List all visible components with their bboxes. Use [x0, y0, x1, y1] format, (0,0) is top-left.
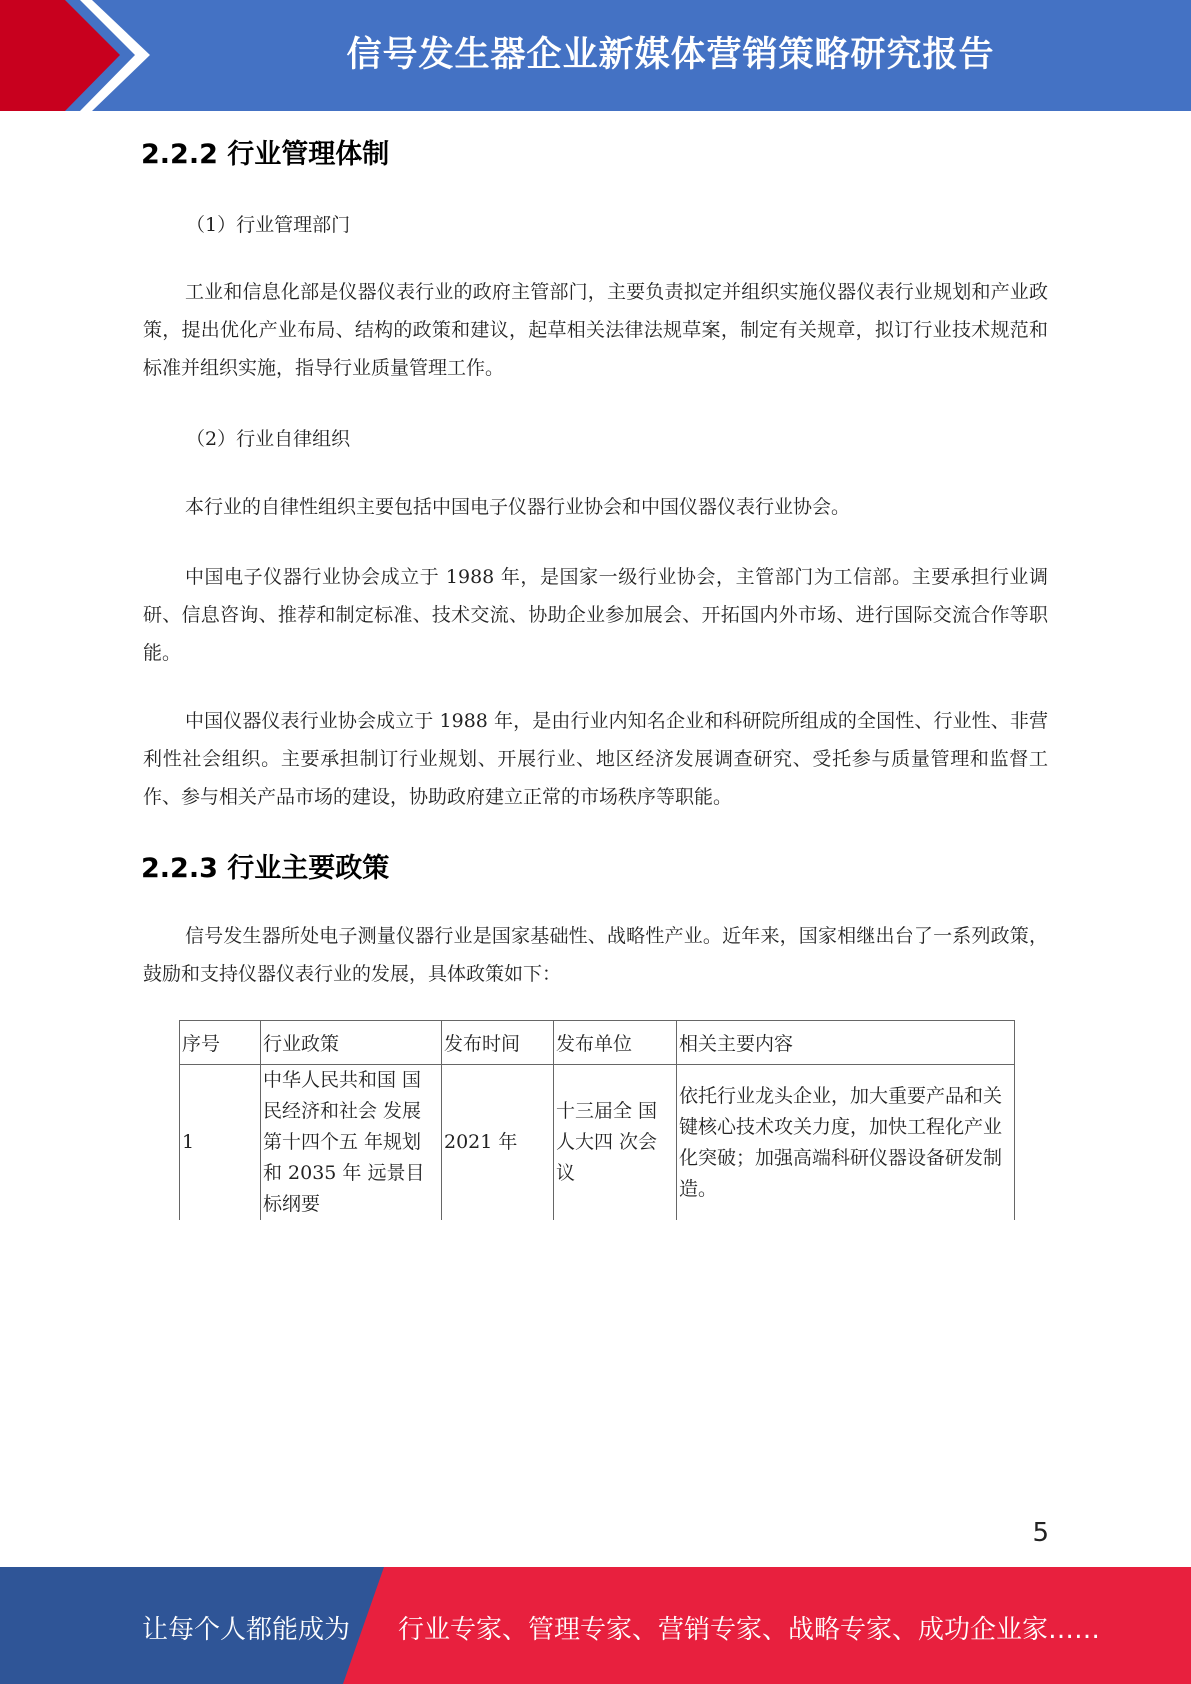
cell-date: 2021 年 — [442, 1065, 554, 1221]
col-header-content: 相关主要内容 — [677, 1021, 1015, 1065]
paragraph-ministry: 工业和信息化部是仪器仪表行业的政府主管部门，主要负责拟定并组织实施仪器仪表行业规划和产业政策，提出优化产业布局、结构的政策和建议，起草相关法律法规草案，制定有关规章，拟订行业技术规范和标准并组织实施，指导行业质量管理工作。 — [143, 281, 1048, 379]
policy-table — [179, 1020, 1015, 1220]
col-header-policy: 行业政策 — [261, 1021, 442, 1065]
report-title: 信号发生器企业新媒体营销策略研究报告 — [346, 35, 995, 75]
cell-issuer: 十三届全 国人大四 次会议 — [554, 1065, 677, 1221]
section-heading-2-2-3: 2.2.3 行业主要政策 — [141, 853, 390, 884]
page-number: 5 — [1032, 1518, 1049, 1548]
cell-policy: 中华人民共和国 国民经济和社会 发展第十四个五 年规划和 2035 年 远景目标纲要 — [261, 1065, 442, 1221]
footer-slogan-left: 让每个人都能成为 — [142, 1615, 351, 1645]
table-header-row — [180, 1021, 1015, 1065]
paragraph-associations: 本行业的自律性组织主要包括中国电子仪器行业协会和中国仪器仪表行业协会。 — [185, 496, 851, 518]
header-banner — [0, 0, 1191, 111]
col-header-no: 序号 — [180, 1021, 261, 1065]
table-row — [180, 1065, 1015, 1221]
paragraph-instrument-assoc: 中国仪器仪表行业协会成立于 1988 年，是由行业内知名企业和科研院所组成的全国性、行业性、非营利性社会组织。主要承担制订行业规划、开展行业、地区经济发展调查研究、受托参与质量管理和监督工作、参与相关产品市场的建设，协助政府建立正常的市场秩序等职能。 — [143, 710, 1048, 808]
paragraph-electronic-instrument-assoc: 中国电子仪器行业协会成立于 1988 年，是国家一级行业协会，主管部门为工信部。主要承担行业调研、信息咨询、推荐和制定标准、技术交流、协助企业参加展会、开拓国内外市场、进行国际交流合作等职能。 — [143, 566, 1048, 664]
col-header-date: 发布时间 — [442, 1021, 554, 1065]
subheading-management-department: （1）行业管理部门 — [186, 214, 351, 236]
col-header-issuer: 发布单位 — [554, 1021, 677, 1065]
subheading-self-regulatory-org: （2）行业自律组织 — [186, 428, 351, 450]
section-heading-2-2-2: 2.2.2 行业管理体制 — [141, 139, 390, 170]
footer-slogan-right: 行业专家、管理专家、营销专家、战略专家、成功企业家…… — [398, 1615, 1101, 1645]
cell-content: 依托行业龙头企业，加大重要产品和关键核心技术攻关力度，加快工程化产业化突破；加强高端科研仪器设备研发制造。 — [677, 1065, 1015, 1221]
cell-no: 1 — [180, 1065, 261, 1221]
paragraph-policy-intro: 信号发生器所处电子测量仪器行业是国家基础性、战略性产业。近年来，国家相继出台了一系列政策，鼓励和支持仪器仪表行业的发展，具体政策如下： — [143, 925, 1048, 985]
footer-banner — [0, 1567, 1191, 1684]
